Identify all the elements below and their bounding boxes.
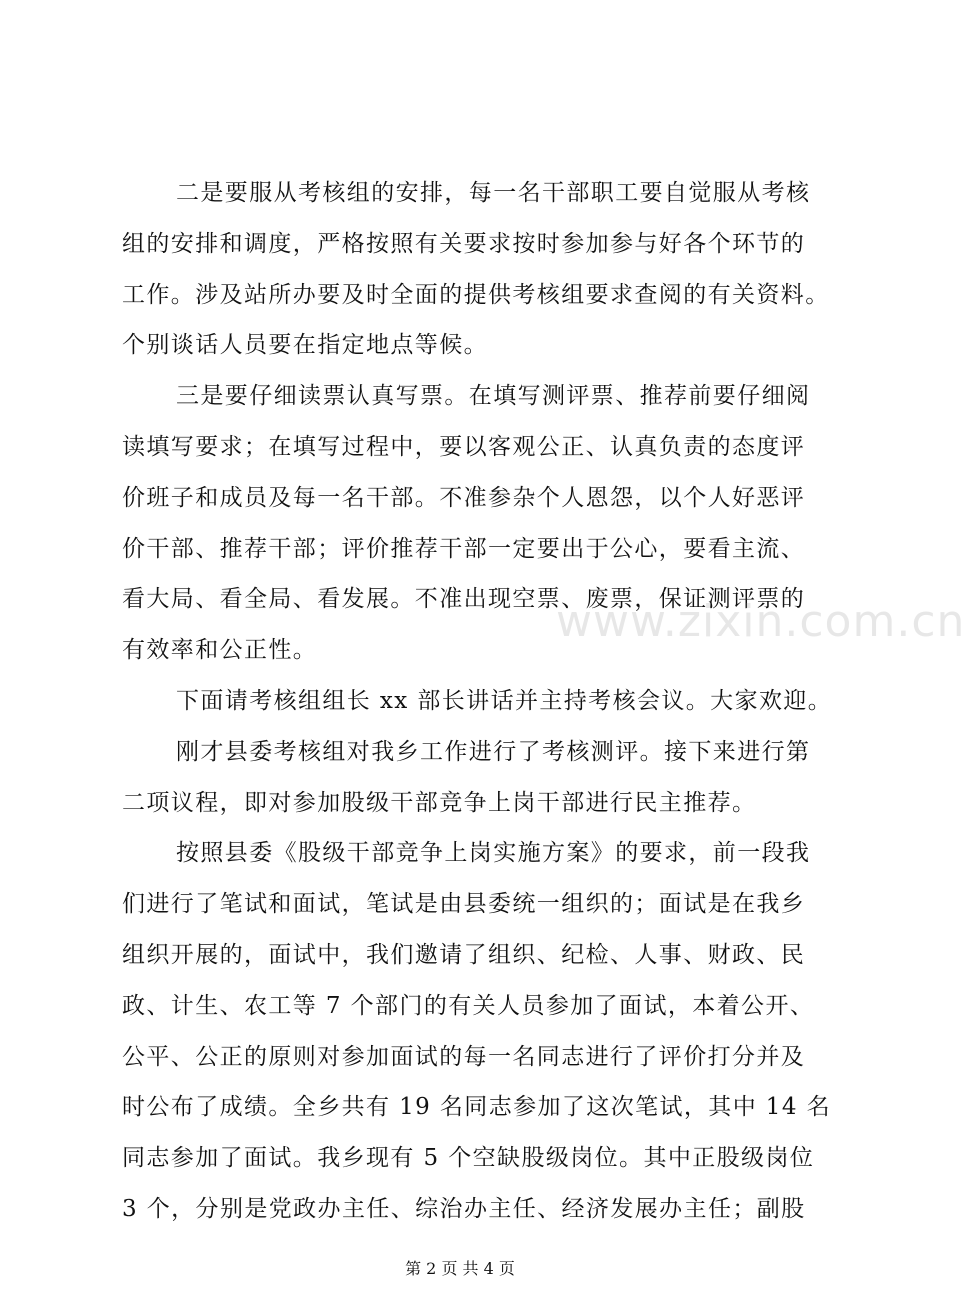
body-line: 个别谈话人员要在指定地点等候。 bbox=[122, 332, 488, 358]
body-line: 组的安排和调度，严格按照有关要求按时参加参与好各个环节的 bbox=[122, 231, 806, 257]
body-line: 看大局、看全局、看发展。不准出现空票、废票，保证测评票的 bbox=[122, 586, 806, 612]
body-line: 二是要服从考核组的安排，每一名干部职工要自觉服从考核 bbox=[176, 180, 811, 206]
body-line: 价班子和成员及每一名干部。不准参杂个人恩怨，以个人好恶评 bbox=[122, 485, 806, 511]
body-line: 们进行了笔试和面试，笔试是由县委统一组织的；面试是在我乡 bbox=[122, 891, 806, 917]
body-line: 二项议程，即对参加股级干部竞争上岗干部进行民主推荐。 bbox=[122, 790, 757, 816]
body-line: 组织开展的，面试中，我们邀请了组织、纪检、人事、财政、民 bbox=[122, 942, 806, 968]
page-footer: 第 2 页 共 4 页 bbox=[405, 1259, 515, 1278]
body-line: 政、计生、农工等 7 个部门的有关人员参加了面试，本着公开、 bbox=[122, 993, 815, 1019]
body-line: 公平、公正的原则对参加面试的每一名同志进行了评价打分并及 bbox=[122, 1044, 806, 1070]
body-line: 时公布了成绩。全乡共有 19 名同志参加了这次笔试，其中 14 名 bbox=[122, 1094, 831, 1120]
body-line: 刚才县委考核组对我乡工作进行了考核测评。接下来进行第 bbox=[176, 739, 811, 765]
body-line: 三是要仔细读票认真写票。在填写测评票、推荐前要仔细阅 bbox=[176, 383, 811, 409]
body-line: 价干部、推荐干部；评价推荐干部一定要出于公心，要看主流、 bbox=[122, 536, 806, 562]
body-line: 3 个，分别是党政办主任、综治办主任、经济发展办主任；副股 bbox=[122, 1196, 806, 1222]
body-line: 同志参加了面试。我乡现有 5 个空缺股级岗位。其中正股级岗位 bbox=[122, 1145, 815, 1171]
body-line: 工作。涉及站所办要及时全面的提供考核组要求查阅的有关资料。 bbox=[122, 282, 830, 308]
body-line: 有效率和公正性。 bbox=[122, 637, 318, 663]
body-line: 按照县委《股级干部竞争上岗实施方案》的要求，前一段我 bbox=[176, 840, 811, 866]
watermark: www.zixin.com.cn bbox=[556, 596, 965, 647]
body-line: 读填写要求；在填写过程中，要以客观公正、认真负责的态度评 bbox=[122, 434, 806, 460]
body-line: 下面请考核组组长 xx 部长讲话并主持考核会议。大家欢迎。 bbox=[176, 688, 833, 714]
